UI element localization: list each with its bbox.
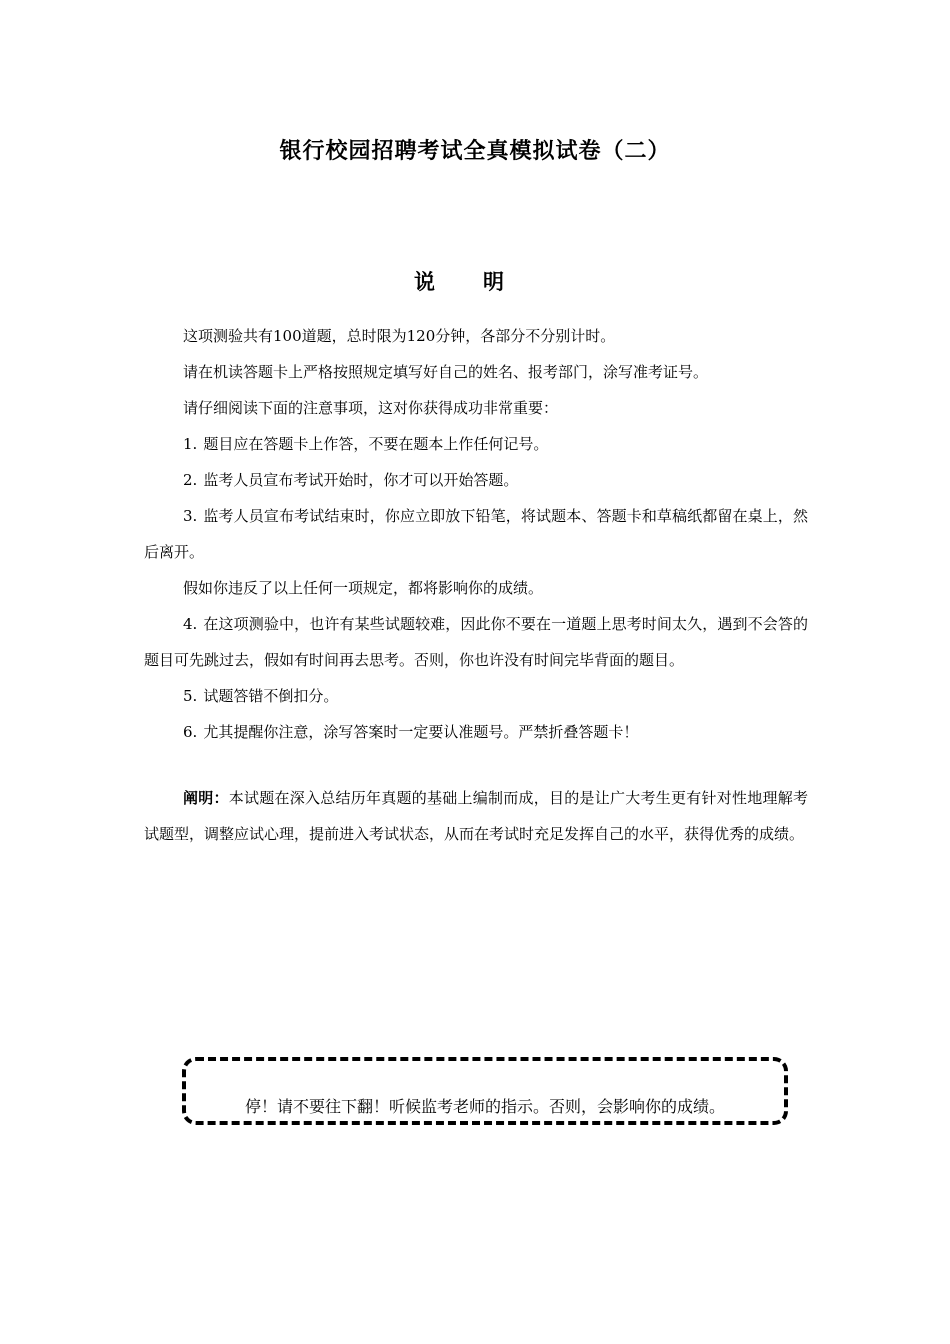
instructions-body	[144, 318, 808, 852]
document-title: 银行校园招聘考试全真模拟试卷（二）	[279, 139, 671, 164]
notice-text: 本试题在深入总结历年真题的基础上编制而成，目的是让广大考生更有针对性地理解考试题型，调整应试心理，提前进入考试状态，从而在考试时充足发挥自己的水平，获得优秀的成绩。	[144, 789, 808, 843]
rule-number: 5.	[183, 687, 198, 705]
rule-number: 3.	[183, 507, 198, 525]
warning-paragraph: 假如你违反了以上任何一项规定，都将影响你的成绩。	[183, 579, 544, 597]
rule-number: 1.	[183, 435, 198, 453]
rule-text: 在这项测验中，也许有某些试题较难，因此你不要在一道题上思考时间太久，遇到不会答的题目可先跳过去，假如有时间再去思考。否则，你也许没有时间完毕背面的题目。	[144, 615, 808, 669]
rule-number: 2.	[183, 471, 198, 489]
rule-number: 6.	[183, 723, 198, 741]
rule-text: 监考人员宣布考试开始时，你才可以开始答题。	[203, 471, 519, 489]
rule-item	[144, 714, 808, 750]
intro-paragraph-1: 这项测验共有100道题，总时限为120分钟，各部分不分别计时。	[183, 327, 616, 345]
rule-item	[144, 462, 808, 498]
intro-paragraph-3: 请仔细阅读下面的注意事项，这对你获得成功非常重要：	[183, 399, 559, 417]
rule-item	[144, 498, 808, 570]
rule-item	[144, 678, 808, 714]
rule-text: 尤其提醒你注意，涂写答案时一定要认准题号。严禁折叠答题卡！	[203, 723, 639, 741]
stop-notice-box	[182, 1057, 788, 1125]
section-heading: 说明	[414, 270, 552, 294]
intro-paragraph-2: 请在机读答题卡上严格按照规定填写好自己的姓名、报考部门，涂写准考证号。	[183, 363, 709, 381]
notice-label: 阐明：	[183, 789, 229, 807]
rule-text: 试题答错不倒扣分。	[203, 687, 339, 705]
rule-text: 监考人员宣布考试结束时，你应立即放下铅笔，将试题本、答题卡和草稿纸都留在桌上，然后离开。	[144, 507, 808, 561]
notice-paragraph	[144, 780, 808, 852]
rule-number: 4.	[183, 615, 198, 633]
rule-text: 题目应在答题卡上作答，不要在题本上作任何记号。	[203, 435, 549, 453]
rule-item	[144, 426, 808, 462]
stop-notice-text: 停！请不要往下翻！听候监考老师的指示。否则，会影响你的成绩。	[244, 1097, 725, 1116]
rule-item	[144, 606, 808, 678]
